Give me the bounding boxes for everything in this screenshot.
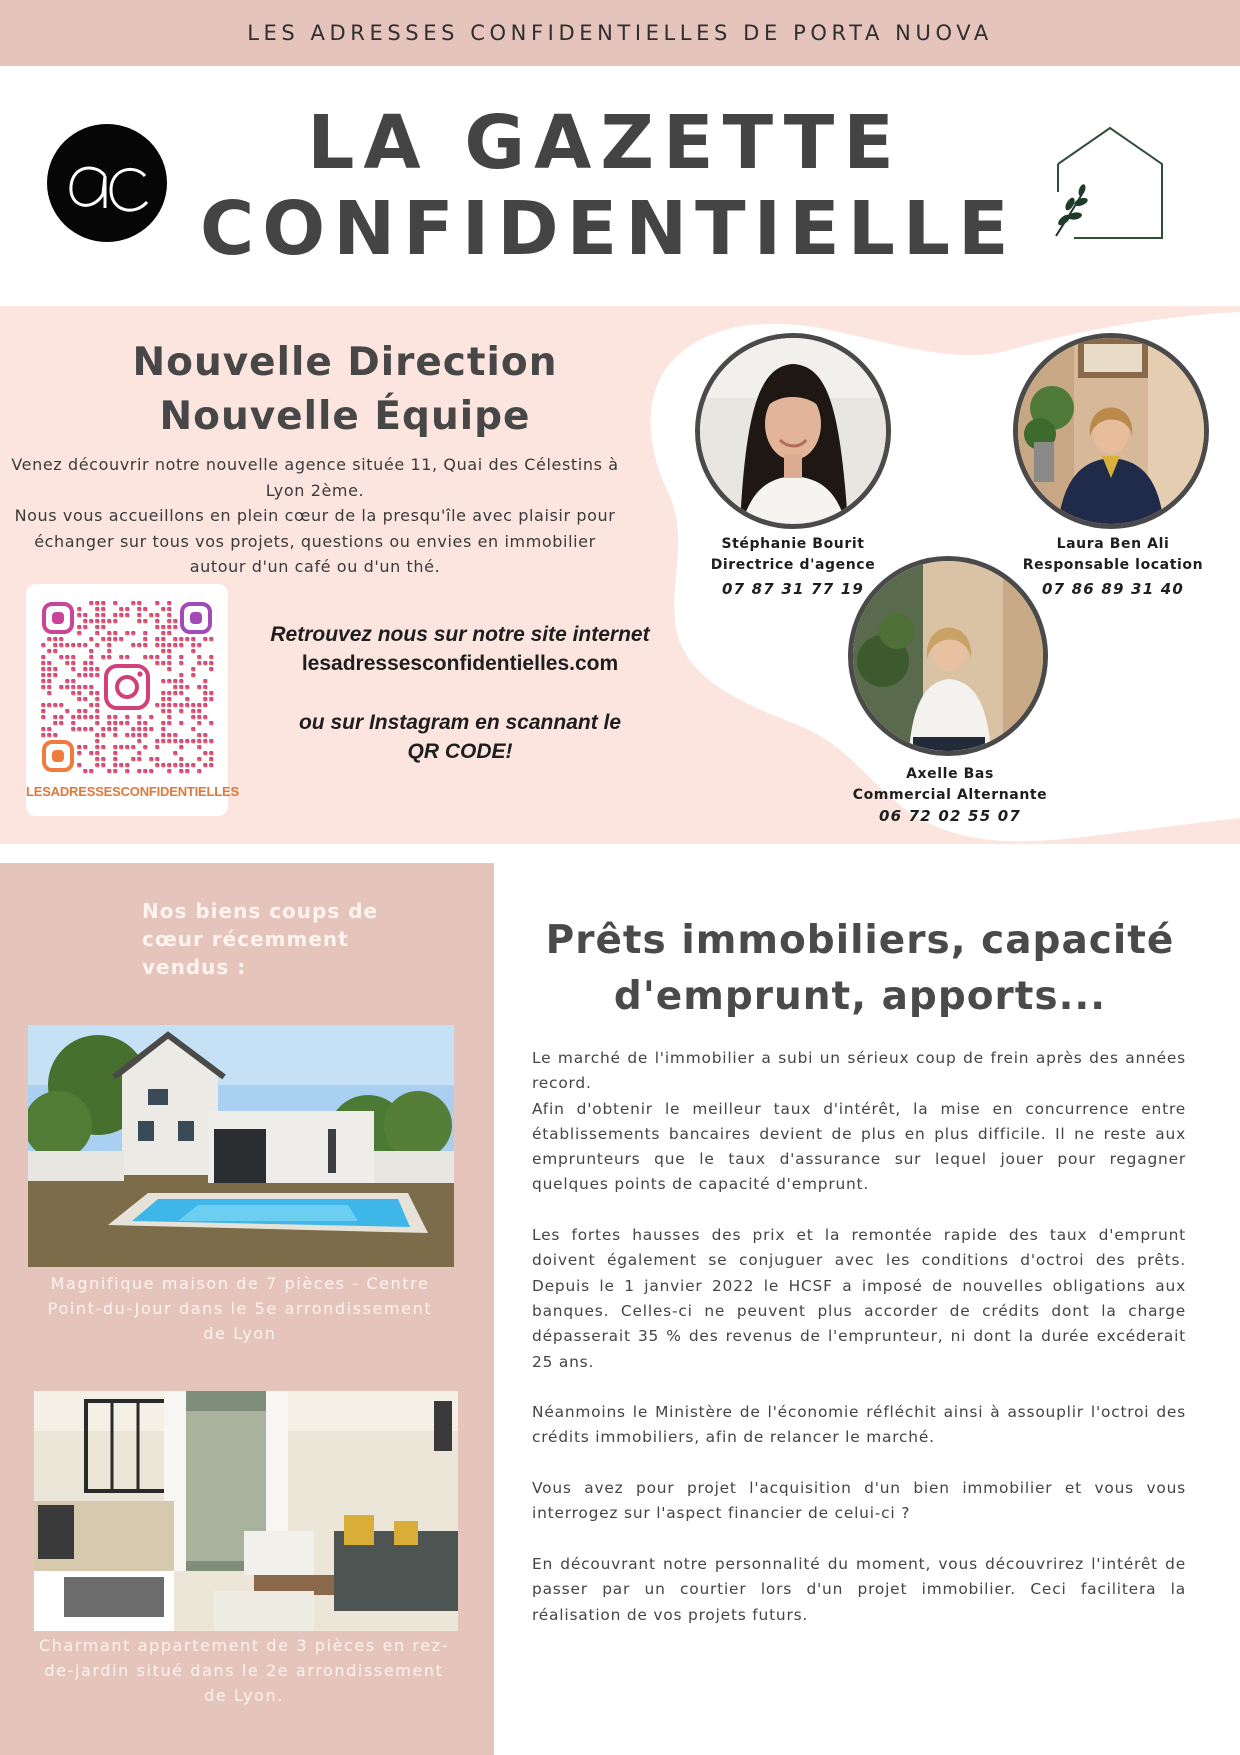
masthead — [0, 66, 1240, 306]
paragraph: Le marché de l'immobilier a subi un sérieux coup de frein après des années record. Afin d'obtenir le meilleur taux d'intérêt, la mise en concurrence entre établissements bancaires devient de plus en plus difficile. Il ne reste aux emprunteurs que le taux d'assurance sur lequel jouer pour regagner quelques points de capacité d'emprunt. — [532, 1049, 1186, 1194]
team-heading: Nouvelle Direction Nouvelle Équipe — [132, 340, 558, 439]
ac-monogram-icon — [47, 124, 167, 242]
apartment-caption: Charmant appartement de 3 pièces en rez-de-jardin situé dans le 2e arrondissement de Lyon. — [38, 1636, 450, 1705]
member-card-axelle: Axelle Bas Commercial Alternante 06 72 02 55 07 — [852, 766, 1048, 825]
agency-intro: Venez découvrir notre nouvelle agence située 11, Quai des Célestins à Lyon 2ème. Nous vous accueillons en plein cœur de la presqu'île avec plaisir pour échanger sur tous vos projets, questions ou envies en immobilier autour d'un café ou d'un thé. — [11, 455, 619, 576]
house-leaf-icon — [1052, 124, 1172, 244]
website-link[interactable]: lesadressesconfidentielles.com — [301, 652, 619, 675]
paragraph: Néanmoins le Ministère de l'économie réfléchit ainsi à assouplir l'octroi des crédits immobiliers, afin de relancer le marché. — [532, 1403, 1186, 1447]
paragraph: En découvrant notre personnalité du moment, vous découvrirez l'intérêt de passer par un courtier lors d'un projet immobilier. Ceci facilitera la réalisation de vos projets futurs. — [532, 1554, 1186, 1624]
team-section — [0, 306, 1240, 844]
apartment-photo[interactable] — [34, 1391, 458, 1631]
portrait-axelle — [848, 556, 1048, 756]
top-banner — [0, 0, 1240, 66]
gazette-title: LA GAZETTE CONFIDENTIELLE — [200, 100, 1017, 272]
instagram-qr-card[interactable] — [26, 584, 239, 816]
sold-properties-panel — [0, 863, 494, 1755]
member-card-stephanie: Stéphanie Bourit Directrice d'agence 07 87 31 77 19 — [700, 534, 886, 600]
member-card-laura: Laura Ben Ali Responsable location 07 86 89 31 40 — [1018, 534, 1208, 600]
loans-article — [532, 1046, 1186, 1653]
qr-caption: LESADRESSESCONFIDENTIELLES — [26, 784, 239, 799]
agency-logo — [47, 124, 167, 242]
member-phone[interactable]: 07 86 89 31 40 — [1041, 580, 1185, 598]
paragraph: Vous avez pour projet l'acquisition d'un bien immobilier et vous vous interrogez sur l'aspect financier de celui-ci ? — [532, 1479, 1186, 1523]
portrait-laura — [1013, 333, 1209, 529]
paragraph: Les fortes hausses des prix et la remontée rapide des taux d'emprunt doivent également se conjuguer avec les conditions d'octroi des prêts. Depuis le 1 janvier 2022 le HCSF a imposé de nouvelles obligations aux banques. Celles-ci ne peuvent plus accorder de crédits dont la charge dépasserait 35 % des revenus de l'emprunteur, ni dont la durée excéderait 25 ans. — [532, 1226, 1186, 1371]
member-phone[interactable]: 06 72 02 55 07 — [878, 807, 1022, 825]
loans-title: Prêts immobiliers, capacité d'emprunt, apports... — [545, 918, 1175, 1019]
house-caption: Magnifique maison de 7 pièces - Centre Point-du-Jour dans le 5e arrondissement de Lyon — [47, 1274, 433, 1343]
house-photo[interactable] — [28, 1025, 454, 1267]
portrait-stephanie — [695, 333, 891, 529]
banner-text: LES ADRESSES CONFIDENTIELLES DE PORTA NUOVA — [247, 21, 993, 45]
sold-heading: Nos biens coups de cœur récemment vendus : — [142, 899, 379, 979]
website-callout: Retrouvez nous sur notre site internet lesadressesconfidentielles.com ou sur Instagram en scannant le QR CODE! — [250, 620, 670, 766]
member-phone[interactable]: 07 87 31 77 19 — [721, 580, 865, 598]
qr-code-icon — [40, 600, 214, 774]
